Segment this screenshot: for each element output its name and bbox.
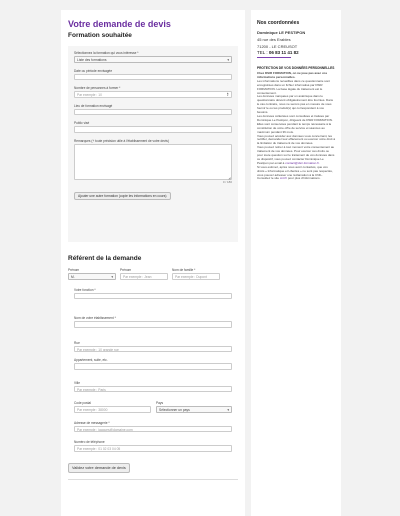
chevron-down-icon: ▾: [227, 58, 229, 62]
email-label: Adresse de messagerie *: [74, 420, 110, 425]
apt-input[interactable]: [74, 363, 232, 370]
char-count: 0 / 180: [222, 179, 232, 184]
email-input[interactable]: [74, 426, 232, 433]
location-input[interactable]: [74, 109, 232, 116]
sidebar-heading: Nos coordonnées: [257, 20, 300, 26]
quote-form-panel: [61, 10, 245, 516]
training-select-value: Liste des formations: [77, 58, 107, 62]
position-input[interactable]: [74, 293, 232, 300]
chevron-down-icon: ▾: [227, 408, 229, 412]
name-row: [68, 268, 238, 280]
submit-button[interactable]: Validez votre demande de devis: [68, 463, 130, 473]
public-label: Public visé: [74, 121, 90, 125]
resize-handle-icon[interactable]: ◢: [228, 175, 231, 180]
contact-name: Dominique LE PESTIPON: [257, 30, 306, 35]
divider: [68, 479, 238, 480]
formation-section-title: Formation souhaitée: [68, 32, 132, 39]
zip-label: Code postal: [74, 401, 92, 405]
public-input[interactable]: [74, 126, 232, 133]
city-placeholder: Par exemple : Paris: [77, 387, 106, 392]
country-select[interactable]: [156, 406, 232, 413]
lastname-label: Nom de famille *: [172, 268, 196, 272]
privacy-text-7: Vous pouvez retirer à tout moment votre consentement au traitement de vos données. Pour exercer ces droits ou pour toute question sur le traitement de vos données dans ce dispositif, vous pouvez contacter Dominique Le Pestipon par email à: [257, 145, 335, 165]
civility-label: Prénom: [68, 268, 80, 272]
firstname-label: Prénom: [120, 268, 132, 272]
privacy-text-8: Si vous estimez, après nous avoir contactés, que vos droits « Informatique et Libertés » ne sont pas respectés, vous pouvez adresser une réclamation à la CNIL. Consultez le site: [257, 164, 333, 181]
contact-address-2: 71200 - LE CREUSOT: [257, 44, 298, 49]
city-label: Ville: [74, 380, 80, 385]
privacy-text-3: Les données marquées par un astérisque dans le questionnaire doivent obligatoirement être fournies. Dans le cas contraire, nous ne serons pas en mesure de vous fournir le ou les produit(s) qui correspondent à vos besoins.: [257, 94, 334, 115]
privacy-text-4: Les données collectées sont consultées et traitées par Dominique Le Pestipon, dirigeant de DSIR FORMATION.: [257, 113, 333, 122]
lastname-input[interactable]: [172, 273, 220, 280]
street-placeholder: Par exemple : 10 grande rue: [77, 347, 119, 352]
contact-sidebar: [251, 10, 341, 516]
phone-input[interactable]: [74, 445, 232, 452]
privacy-text-5: Elles sont conservées pendant le temps nécessaire à la constitution de votre offre de service et séances au maximum pendant 36 mois.: [257, 121, 332, 134]
contact-address-1: 45 rue des Erables: [257, 37, 291, 42]
apt-label: Appartement, suite, etc.: [74, 358, 108, 362]
civility-value: M.: [71, 275, 75, 279]
page-title: Votre demande de devis: [68, 19, 171, 29]
privacy-text-1: Chez DSIR FORMATION, on ne joue pas avec vos informations personnelles.: [257, 71, 328, 79]
city-input[interactable]: [74, 386, 232, 393]
street-input[interactable]: [74, 346, 232, 353]
formation-box: [68, 46, 238, 242]
zip-placeholder: Par exemple : 38000: [77, 408, 108, 412]
privacy-text-9: pour plus d'informations.: [287, 176, 321, 181]
referent-section-title: Référent de la demande: [68, 255, 142, 262]
privacy-text: [257, 72, 335, 181]
country-label: Pays: [156, 401, 164, 405]
privacy-email-link[interactable]: contact@dsir-formation.fr.: [285, 160, 320, 165]
company-label: Nom de votre établissement *: [74, 316, 116, 320]
firstname-input[interactable]: [120, 273, 168, 280]
cnil-link[interactable]: cnil.fr: [279, 176, 288, 181]
lastname-placeholder: Par exemple : Dupont: [175, 275, 207, 279]
referent-fields: [74, 288, 232, 452]
position-label: Votre fonction *: [74, 287, 96, 292]
duration-input[interactable]: [74, 74, 232, 81]
participants-placeholder: Par exemple : 10: [77, 93, 102, 97]
street-label: Rue: [74, 340, 80, 345]
chevron-down-icon: ▾: [111, 275, 113, 279]
tel-number[interactable]: 06 83 11 41 82: [268, 50, 299, 55]
remarks-textarea[interactable]: [74, 144, 232, 180]
location-label: Lieu de formation envisagé: [74, 103, 113, 108]
privacy-heading: PROTECTION DE VOS DONNÉES PERSONNELLES: [257, 66, 335, 70]
civility-select[interactable]: [68, 273, 116, 280]
phone-label: Numéro de téléphone: [74, 440, 105, 444]
zip-country-row: [74, 401, 232, 413]
participants-input[interactable]: [74, 91, 232, 98]
privacy-text-6: Vous pouvez accéder aux données vous concernant, les rectifier, demander leur effacement ou exercer votre droit à la limitation du traitement de vos données.: [257, 133, 335, 146]
email-placeholder: Par exemple : jacques@domaine.com: [77, 427, 133, 432]
country-value: Sélectionner un pays: [159, 408, 190, 412]
privacy-text-2: Les informations recueillies dans ce questionnaire sont enregistrées dans un fichier informatisé par DSIR FORMATION. La base légale du traitement est le consentement.: [257, 78, 330, 95]
accent-underline: [257, 57, 291, 58]
tel-prefix: TEL :: [257, 50, 268, 55]
phone-placeholder: Par exemple : 01 02 03 04 05: [77, 447, 121, 451]
training-label: Sélectionnez la formation qui vous intéresse *: [74, 51, 139, 55]
add-training-button[interactable]: Ajouter une autre formation (copie les informations en cours): [74, 192, 171, 200]
duration-label: Date ou période envisagée: [74, 68, 113, 73]
firstname-placeholder: Par exemple : Jean: [123, 275, 152, 279]
contact-phone: [257, 50, 335, 56]
stepper-icon[interactable]: ▲ ▼: [226, 91, 229, 98]
company-input[interactable]: [74, 321, 232, 328]
remarks-label: Remarques (+ toute précision utile à l'établissement de votre devis): [74, 138, 169, 143]
zip-input[interactable]: [74, 406, 151, 413]
training-select[interactable]: [74, 56, 232, 63]
participants-label: Nombre de personnes à former *: [74, 86, 121, 90]
